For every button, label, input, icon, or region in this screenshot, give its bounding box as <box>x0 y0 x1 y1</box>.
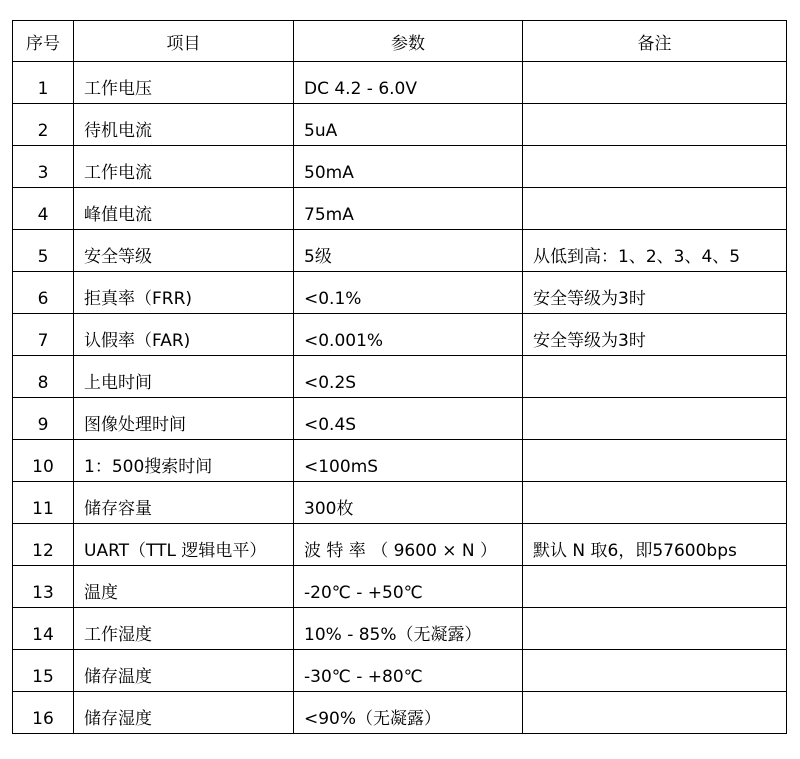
row-number: 14 <box>13 608 74 650</box>
table-row <box>13 566 787 608</box>
row-note <box>523 566 787 608</box>
row-note <box>523 440 787 482</box>
table-row <box>13 440 787 482</box>
row-item: 工作电流 <box>74 146 294 188</box>
row-item: 1：500搜索时间 <box>74 440 294 482</box>
row-item: 安全等级 <box>74 230 294 272</box>
header-param: 参数 <box>294 21 523 62</box>
row-param: 50mA <box>294 146 523 188</box>
row-note <box>523 356 787 398</box>
table-row <box>13 272 787 314</box>
table-row <box>13 482 787 524</box>
row-item: 温度 <box>74 566 294 608</box>
row-number: 15 <box>13 650 74 692</box>
row-item: 储存温度 <box>74 650 294 692</box>
row-number: 4 <box>13 188 74 230</box>
row-note: 安全等级为3时 <box>523 272 787 314</box>
row-param: 300枚 <box>294 482 523 524</box>
row-number: 3 <box>13 146 74 188</box>
row-param: DC 4.2 - 6.0V <box>294 62 523 104</box>
row-item: 储存湿度 <box>74 692 294 734</box>
row-note <box>523 650 787 692</box>
row-number: 9 <box>13 398 74 440</box>
row-param: <100mS <box>294 440 523 482</box>
row-param: 10% - 85%（无凝露） <box>294 608 523 650</box>
row-number: 11 <box>13 482 74 524</box>
row-number: 12 <box>13 524 74 566</box>
row-item: 工作电压 <box>74 62 294 104</box>
row-note <box>523 188 787 230</box>
row-note <box>523 62 787 104</box>
row-item: 认假率（FAR) <box>74 314 294 356</box>
row-param: 波 特 率 （ 9600 × N ） <box>294 524 523 566</box>
table-row <box>13 62 787 104</box>
row-number: 13 <box>13 566 74 608</box>
row-item: 图像处理时间 <box>74 398 294 440</box>
table-row <box>13 650 787 692</box>
row-item: 工作湿度 <box>74 608 294 650</box>
spec-table <box>12 20 787 734</box>
row-note <box>523 146 787 188</box>
row-param: <0.2S <box>294 356 523 398</box>
table-row <box>13 314 787 356</box>
row-note <box>523 104 787 146</box>
table-row <box>13 608 787 650</box>
row-note: 从低到高：1、2、3、4、5 <box>523 230 787 272</box>
row-number: 16 <box>13 692 74 734</box>
row-item: 待机电流 <box>74 104 294 146</box>
header-item: 项目 <box>74 21 294 62</box>
header-row <box>13 21 787 62</box>
row-param: -20℃ - +50℃ <box>294 566 523 608</box>
row-number: 10 <box>13 440 74 482</box>
table-row <box>13 692 787 734</box>
table-row <box>13 146 787 188</box>
row-number: 7 <box>13 314 74 356</box>
table-row <box>13 188 787 230</box>
table-row <box>13 398 787 440</box>
row-param: <90%（无凝露） <box>294 692 523 734</box>
row-param: <0.1% <box>294 272 523 314</box>
row-note <box>523 398 787 440</box>
row-note: 安全等级为3时 <box>523 314 787 356</box>
row-number: 6 <box>13 272 74 314</box>
row-param: 5uA <box>294 104 523 146</box>
row-item: 峰值电流 <box>74 188 294 230</box>
row-note <box>523 608 787 650</box>
table-row <box>13 356 787 398</box>
row-number: 5 <box>13 230 74 272</box>
header-no: 序号 <box>13 21 74 62</box>
row-note: 默认 N 取6，即57600bps <box>523 524 787 566</box>
table-row <box>13 524 787 566</box>
spec-table-container <box>12 20 787 734</box>
row-param: -30℃ - +80℃ <box>294 650 523 692</box>
table-body <box>13 62 787 734</box>
table-row <box>13 230 787 272</box>
table-row <box>13 104 787 146</box>
header-note: 备注 <box>523 21 787 62</box>
row-item: 拒真率（FRR) <box>74 272 294 314</box>
row-number: 8 <box>13 356 74 398</box>
row-number: 2 <box>13 104 74 146</box>
row-param: <0.001% <box>294 314 523 356</box>
row-param: <0.4S <box>294 398 523 440</box>
row-param: 5级 <box>294 230 523 272</box>
row-note <box>523 482 787 524</box>
row-item: 储存容量 <box>74 482 294 524</box>
row-item: 上电时间 <box>74 356 294 398</box>
row-item: UART（TTL 逻辑电平） <box>74 524 294 566</box>
row-note <box>523 692 787 734</box>
row-number: 1 <box>13 62 74 104</box>
row-param: 75mA <box>294 188 523 230</box>
